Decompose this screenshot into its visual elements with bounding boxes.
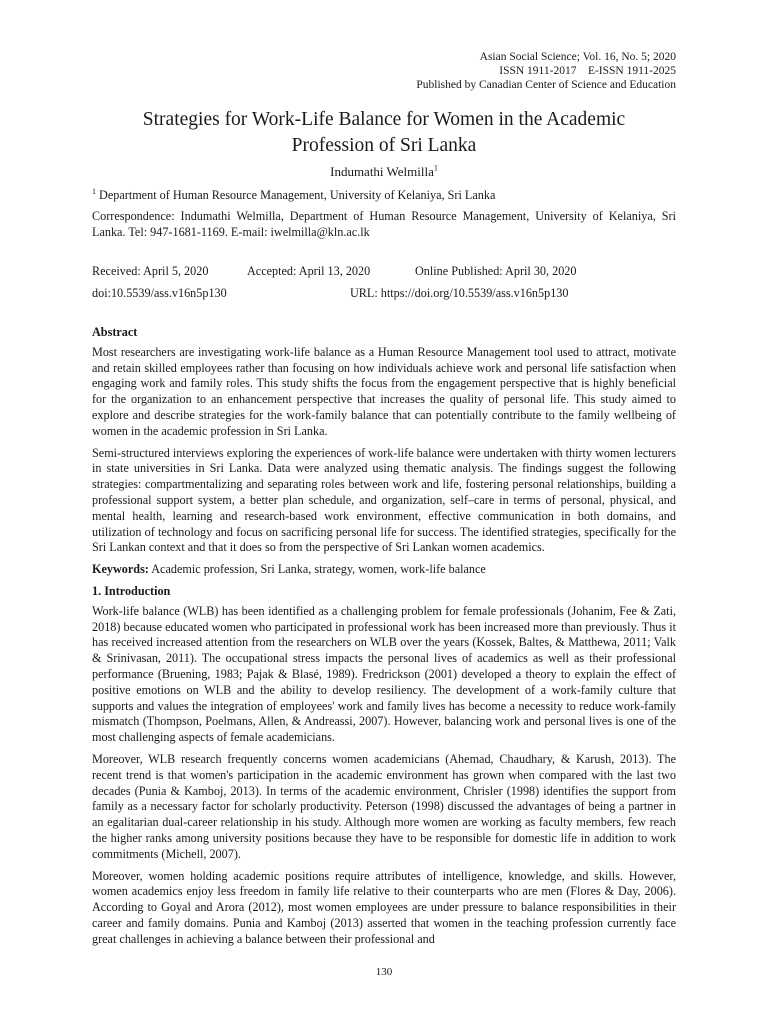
accepted-date: Accepted: April 13, 2020 [247, 264, 371, 278]
journal-volume: Asian Social Science; Vol. 16, No. 5; 2020 [479, 51, 676, 63]
page-number: 130 [375, 966, 393, 978]
received-date: Received: April 5, 2020 [92, 264, 209, 278]
title-line-2: Profession of Sri Lanka [291, 135, 477, 156]
title-line-1: Strategies for Work-Life Balance for Women in the Academic [142, 109, 626, 130]
article-body [92, 325, 676, 953]
author [92, 164, 676, 180]
published-date: Online Published: April 30, 2020 [415, 264, 577, 278]
journal-publisher: Published by Canadian Center of Science and Education [416, 79, 676, 91]
paper-title [92, 107, 676, 159]
keywords [92, 562, 676, 578]
affiliation-mark: 1 [92, 186, 96, 196]
introduction-paragraph-2: Moreover, WLB research frequently concerns women academicians (Ahemad, Chaudhary, & Karush, 2013). The recent trend is that women's participation in the academic environment has grown when compared with the last two decades (Punia & Kamboj, 2013). In terms of the academic environment, Chrisler (1998) identifies the support from family as a necessary factor for scholarly productivity. Peterson (1998) discussed the advantages of being a partner in an egalitarian dual-career relationship in his study. Although more women are working as faculty members, few reach the higher ranks among university positions because they have to be responsible for domestic life in addition to work commitments (Michell, 2007). [92, 751, 676, 861]
abstract-heading: Abstract [92, 325, 138, 339]
keywords-text: Academic profession, Sri Lanka, strategy, women, work-life balance [148, 562, 486, 577]
introduction-paragraph-1: Work-life balance (WLB) has been identified as a challenging problem for female professionals (Johanim, Fee & Zati, 2018) because educated women who participated in professional work has been increased more than previously. Thus it has received increased attention from the researchers on WLB over the years (Kossek, Baltes, & Matthewa, 2011; Valk & Srinivasan, 2011). The occupational stress impacts the personal lives of academics as well as their professional performance (Bruening, 1983; Pajak & Blasé, 1989). Fredrickson (2001) developed a theory to explain the effect of positive emotions on WLB and the ability to develop resiliency. The development of a work-family culture that supports and values the integration of employees' work and family lives has become a necessity to reduce work-family mismatch (Thompson, Poelmans, Allen, & Andreassi, 2007). However, balancing work and personal lives is one of the most challenging aspects of female academicians. [92, 603, 676, 745]
abstract-paragraph-2: Semi-structured interviews exploring the experiences of work-life balance were undertaken with thirty women lecturers in state universities in Sri Lanka. Data were analyzed using thematic analysis. The findings suggest the following strategies: compartmentalizing and separating roles between work and life, fostering personal relationships, building a professional support system, a better plan schedule, and organization, self–care in terms of personal, physical, and mental health, learning and research-based work environment, effective communication in both domains, and utilization of technology and focus on sacrificing personal life for success. The identified strategies, specifically for the Sri Lankan context and that it does so from the perspective of Sri Lankan women academics. [92, 445, 676, 555]
journal-header [416, 50, 676, 92]
author-affiliation-mark: 1 [433, 163, 438, 173]
author-name: Indumathi Welmilla [330, 164, 434, 179]
affiliation [92, 188, 676, 204]
keywords-label: Keywords: [92, 562, 149, 577]
doi-url[interactable]: URL: https://doi.org/10.5539/ass.v16n5p130 [350, 285, 569, 300]
affiliation-text: Department of Human Resource Management, University of Kelaniya, Sri Lanka [99, 188, 496, 202]
doi-row [92, 286, 676, 302]
introduction-heading: 1. Introduction [92, 583, 171, 598]
article-dates [92, 264, 676, 302]
introduction-paragraph-3: Moreover, women holding academic positions require attributes of intelligence, knowledge, and skills. However, women academics enjoy less freedom in family life relative to their counterparts who are men (Flores & Day, 2006). According to Goyal and Arora (2012), most women employees are under pressure to balance responsibilities in their career and family domains. Punia and Kamboj (2013) asserted that women in the teaching profession currently face great challenges in achieving a balance between their professional and [92, 868, 676, 946]
abstract-paragraph-1: Most researchers are investigating work-life balance as a Human Resource Management tool used to attract, motivate and retain skilled employees rather than focusing on how individuals achieve work and personal life satisfaction when engaging work and family roles. This study shifts the focus from the engagement perspective that is highly beneficial for the organization to an enhancement perspective that increases the quality of personal life. This study aimed to explore and describe strategies for the work-family balance that can potentially contribute to the family wellbeing of women in the academic profession in Sri Lanka. [92, 344, 676, 438]
correspondence: Correspondence: Indumathi Welmilla, Department of Human Resource Management, University of Kelaniya, Sri Lanka. Tel: 947-1681-1169. E-mail: iwelmilla@kln.ac.lk [92, 209, 676, 239]
doi: doi:10.5539/ass.v16n5p130 [92, 285, 227, 300]
dates-row [92, 264, 676, 280]
journal-issn: ISSN 1911-2017 E-ISSN 1911-2025 [499, 65, 676, 77]
